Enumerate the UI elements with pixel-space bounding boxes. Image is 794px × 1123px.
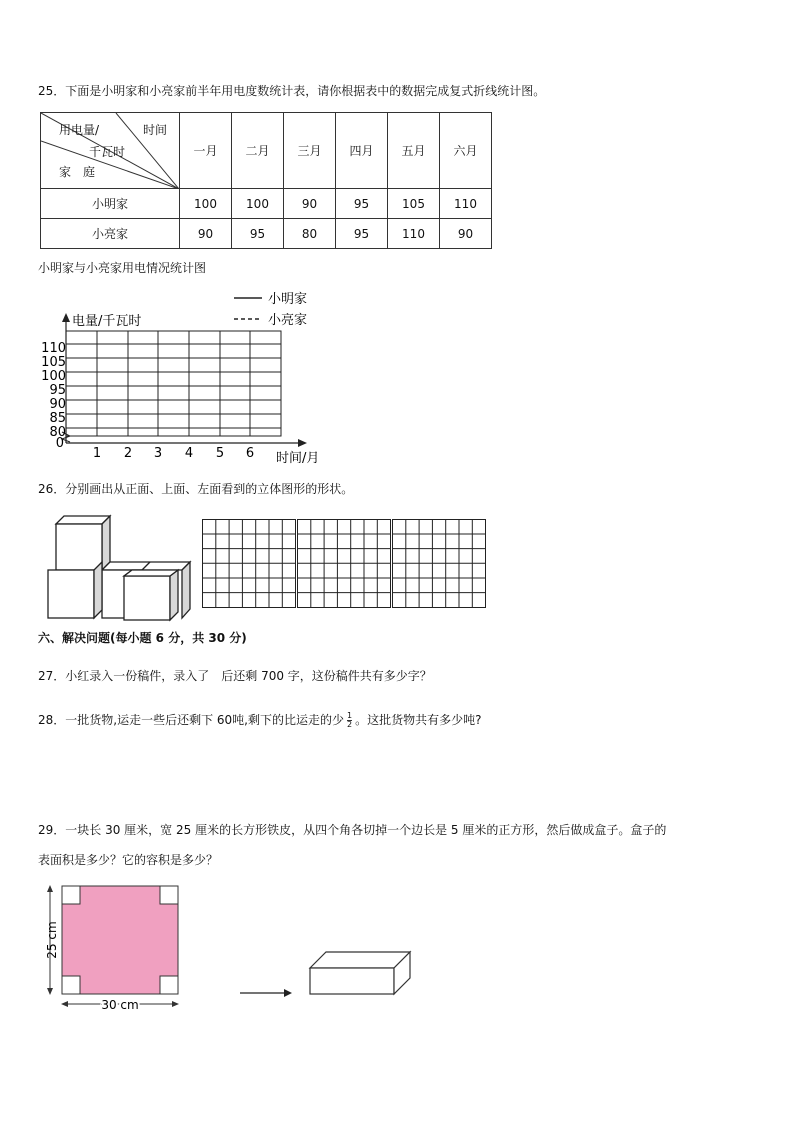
iron-sheet-figure [40,882,190,1014]
table-cell: 95 [336,219,388,249]
y-tick-label: 100 [41,369,66,384]
right-arrow-icon [238,987,294,999]
x-axis-label: 时间/月 [276,451,320,466]
width-label: 30 cm [101,998,139,1012]
question-25-text: 25．下面是小明家和小亮家前半年用电度数统计表，请你根据表中的数据完成复式折线统计图。 [38,84,546,98]
y-tick-label: 0 [55,436,64,451]
table-row [41,189,492,219]
x-tick-label: 3 [153,446,163,461]
y-tick-label: 85 [49,411,66,426]
table-cell: 100 [180,189,232,219]
table-header-corner [41,113,180,189]
month-header: 五月 [388,113,440,189]
fraction-numerator: 1 [347,711,353,720]
month-header: 三月 [284,113,336,189]
month-header: 一月 [180,113,232,189]
front-view-grid[interactable] [202,519,297,609]
blank-line-chart [30,286,350,472]
month-header: 二月 [232,113,284,189]
table-cell: 110 [388,219,440,249]
y-tick-label: 90 [49,397,66,412]
table-cell: 105 [388,189,440,219]
table-cell: 90 [440,219,492,249]
legend-label: 小亮家 [268,313,308,328]
table-cell: 80 [284,219,336,249]
table-row [41,219,492,249]
x-tick-label: 4 [184,446,194,461]
top-view-grid[interactable] [297,519,392,609]
fraction-denominator: 2 [347,720,353,729]
corner-label-unit: 千瓦时 [89,145,126,159]
usage-table [40,112,492,249]
question-29-line-1: 29．一块长 30 厘米，宽 25 厘米的长方形铁皮，从四个角各切掉一个边长是 5 厘米的正方形，然后做成盒子。盒子的 [38,823,667,837]
x-axis-arrow [298,439,307,447]
x-tick-label: 6 [245,446,255,461]
y-tick-label: 95 [49,383,66,398]
y-tick-label: 110 [41,341,66,356]
table-cell: 90 [284,189,336,219]
family-name: 小明家 [41,189,180,219]
question-28-text [38,712,481,729]
y-tick-label: 80 [49,425,66,440]
x-tick-label: 5 [215,446,225,461]
table-cell: 95 [232,219,284,249]
height-label: 25 cm [45,921,59,959]
chart-title: 小明家与小亮家用电情况统计图 [38,261,207,275]
chart-grid [66,331,281,436]
question-26-text: 26．分别画出从正面、上面、左面看到的立体图形的形状。 [38,482,354,496]
question-27-text: 27．小红录入一份稿件，录入了 后还剩 700 字，这份稿件共有多少字？ [38,669,432,683]
legend-label: 小明家 [268,292,308,307]
corner-label-usage: 用电量/ [59,123,100,137]
question-28-text-before: 28．一批货物,运走一些后还剩下 60吨,剩下的比运走的少 [38,713,344,727]
family-name: 小亮家 [41,219,180,249]
question-28-text-after: 。这批货物共有多少吨? [355,713,482,727]
y-axis-label: 电量/千瓦时 [72,314,142,329]
month-header: 四月 [336,113,388,189]
y-tick-label: 105 [41,355,66,370]
fraction [347,712,352,729]
table-cell: 100 [232,189,284,219]
corner-label-family: 家 庭 [59,165,96,179]
table-cell: 95 [336,189,388,219]
left-view-grid[interactable] [392,519,487,609]
x-tick-label: 1 [92,446,102,461]
corner-label-time: 时间 [143,123,168,137]
question-29-line-2: 表面积是多少？它的容积是多少？ [38,853,219,867]
table-cell: 90 [180,219,232,249]
open-box-figure [306,948,416,998]
y-axis-arrow [62,313,70,322]
x-tick-label: 2 [123,446,133,461]
section-title: 六、解决问题(每小题 6 分，共 30 分) [38,631,247,645]
cube-stack-figure [44,512,194,622]
table-cell: 110 [440,189,492,219]
month-header: 六月 [440,113,492,189]
